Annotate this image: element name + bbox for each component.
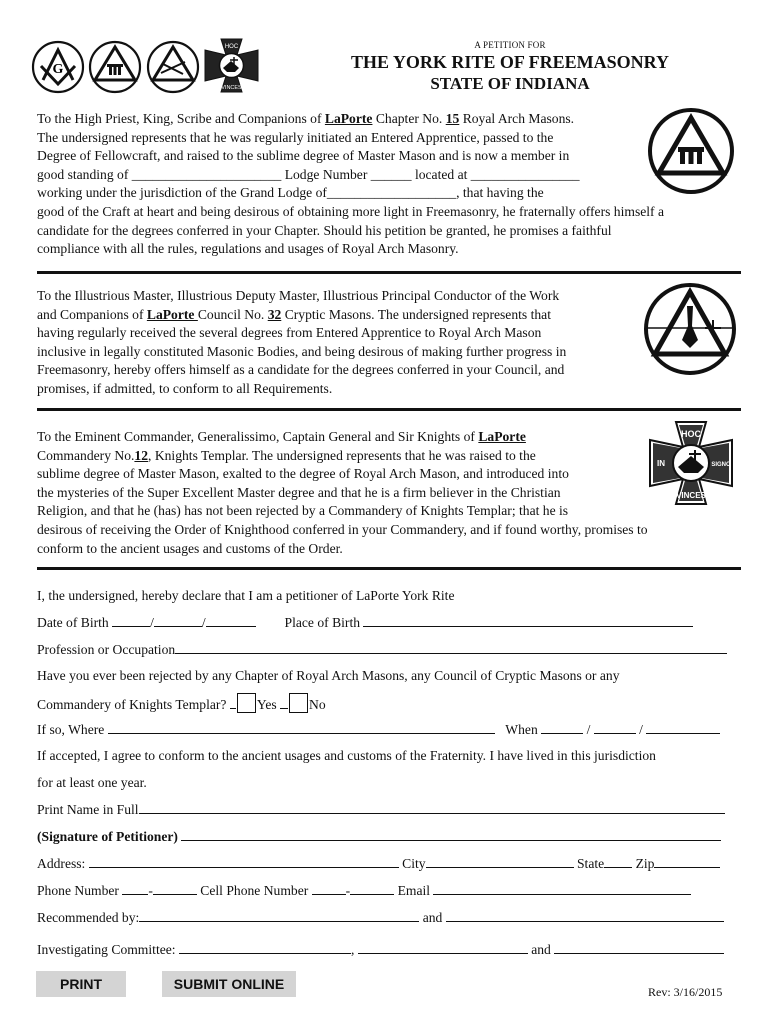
council-number: 32 [267, 306, 282, 322]
print-name-field[interactable] [139, 801, 725, 814]
submit-online-button[interactable]: SUBMIT ONLINE [162, 971, 296, 997]
cryptic-side-emblem [643, 282, 737, 376]
when-month-field[interactable] [541, 721, 583, 734]
commandery-name: LaPorte [478, 429, 526, 444]
city-field[interactable] [426, 855, 574, 868]
section-divider-3 [37, 567, 741, 570]
rejected-row [37, 693, 326, 713]
address-row [37, 855, 720, 872]
cross-vinces-text: VINCES [221, 85, 242, 91]
petition-for-label: A PETITION FOR [474, 40, 546, 50]
council-paragraph [37, 287, 637, 399]
pob-label: Place of Birth [284, 615, 361, 630]
accept-line-1: If accepted, I agree to conform to the ancient usages and customs of the Fraternity. I have lived in this jurisdiction [37, 748, 656, 763]
recommended-row [37, 909, 724, 926]
chapter-line-2: The undersigned represents that he was regularly initiated an Entered Apprentice, passed to the [37, 129, 554, 145]
council-line-3: having regularly received the several degrees from Entered Apprentice to Royal Arch Mason [37, 325, 542, 341]
investigating-field-1[interactable] [179, 941, 351, 954]
chapter-lodge-name: LaPorte [324, 111, 373, 126]
no-checkbox[interactable] [289, 693, 308, 713]
recommended-and-label: and [422, 910, 443, 925]
commandery-line-3: sublime degree of Master Mason, exalted to the degree of Royal Arch Mason, and introduced into [37, 466, 569, 482]
council-name: LaPorte [146, 306, 198, 322]
section-divider-2 [37, 408, 741, 411]
page-title: THE YORK RITE OF FREEMASONRY [350, 52, 670, 72]
dob-row: Date of Birth / / Place of Birth [37, 614, 693, 631]
cryptic-triangle-emblem [146, 40, 200, 94]
phone-area-field[interactable] [122, 882, 148, 895]
declaration-text: I, the undersigned, hereby declare that I am a petitioner of LaPorte York Rite [37, 588, 455, 603]
rejected-question-2: Commandery of Knights Templar? [37, 697, 227, 712]
dob-day-field[interactable] [154, 614, 202, 627]
investigating-field-3[interactable] [554, 941, 724, 954]
signature-row [37, 828, 721, 845]
council-line-1: To the Illustrious Master, Illustrious Deputy Master, Illustrious Principal Conductor of the Work [37, 288, 560, 303]
yes-label: Yes [256, 697, 277, 712]
email-label: Email [397, 883, 431, 898]
chapter-line-7: candidate for the degrees conferred in your Chapter. Should his petition be granted, he promises a faithful [37, 222, 612, 238]
pob-field[interactable] [363, 614, 693, 627]
accept-line-2: for at least one year. [37, 775, 147, 790]
council-line-2: and Companions of LaPorte Council No. 32 Cryptic Masons. The undersigned represents that [37, 306, 551, 322]
when-label: When [505, 722, 538, 737]
council-line-6: promises, if admitted, to conform to all Requirements. [37, 380, 333, 396]
investigating-label: Investigating Committee: [37, 942, 176, 957]
profession-field[interactable] [175, 641, 727, 654]
chapter-line-1: To the High Priest, King, Scribe and Companions of LaPorte Chapter No. 15 Royal Arch Masons. [37, 111, 575, 126]
print-name-label: Print Name in Full [37, 802, 139, 817]
g-letter: G [52, 62, 64, 77]
side-cross-hoc: HOC [681, 429, 701, 439]
dob-label: Date of Birth [37, 615, 109, 630]
commandery-line-7: conform to the ancient usages and customs of the Order. [37, 540, 343, 556]
when-year-field[interactable] [646, 721, 720, 734]
commandery-line-6: desirous of receiving the Order of Knighthood conferred in your Commandery, and if found worthy, promises to [37, 521, 648, 537]
zip-field[interactable] [654, 855, 720, 868]
recommended-field-2[interactable] [446, 909, 724, 922]
side-cross-in: IN [657, 459, 665, 468]
revision-date: Rev: 3/16/2015 [648, 985, 723, 999]
no-label: No [309, 697, 326, 712]
cell-number-field[interactable] [350, 882, 394, 895]
section-divider-1 [37, 271, 741, 274]
chapter-paragraph [37, 110, 665, 259]
cross-hoc-text: HOC [224, 44, 239, 50]
investigating-and-label: and [531, 942, 551, 957]
commandery-line-4: the mysteries of the Super Excellent Master degree and that he is a firm believer in the Christian [37, 484, 561, 500]
chapter-line-6: good of the Craft at heart and being desirous of obtaining more light in Freemasonry, he fraternally offers himself a [37, 203, 665, 219]
yes-checkbox[interactable] [237, 693, 256, 713]
commandery-line-2: Commandery No.12, Knights Templar. The undersigned represents that he was raised to the [37, 447, 536, 463]
chapter-line-3: Degree of Fellowcraft, and raised to the sublime degree of Master Mason and is now a member in [37, 148, 570, 164]
city-label: City [402, 856, 426, 871]
phone-label: Phone Number [37, 883, 119, 898]
zip-label: Zip [635, 856, 655, 871]
commandery-line-5: Religion, and that he (has) has not been rejected by a Commandery of Knights Templar; that he is [37, 503, 569, 519]
when-day-field[interactable] [594, 721, 636, 734]
cell-label: Cell Phone Number [200, 883, 309, 898]
investigating-field-2[interactable] [358, 941, 528, 954]
recommended-field-1[interactable] [139, 909, 419, 922]
recommended-label: Recommended by: [37, 910, 140, 925]
chapter-line-8: compliance with all the rules, regulations and usages of Royal Arch Masonry. [37, 241, 459, 257]
where-label: If so, Where [37, 722, 105, 737]
phone-row: Phone Number - Cell Phone Number - Email [37, 882, 691, 899]
dob-year-field[interactable] [206, 614, 256, 627]
council-line-4: inclusive in legally constituted Masonic Bodies, and being desirous of making further progress in [37, 343, 567, 359]
where-field[interactable] [108, 721, 495, 734]
print-name-row [37, 801, 725, 818]
royal-arch-side-emblem [647, 107, 735, 195]
side-cross-vinces: VINCES [676, 491, 706, 500]
council-line-5: Freemasonry, hereby offers himself as a candidate for the degrees conferred in your Council, and [37, 362, 565, 378]
address-label: Address: [37, 856, 86, 871]
cell-area-field[interactable] [312, 882, 346, 895]
chapter-line-4: good standing of ______________________ Lodge Number ______ located at ________________ [37, 166, 580, 182]
email-field[interactable] [433, 882, 691, 895]
state-label: State [576, 856, 605, 871]
page-subtitle: STATE OF INDIANA [430, 74, 590, 93]
print-button[interactable]: PRINT [36, 971, 126, 997]
dob-month-field[interactable] [112, 614, 150, 627]
templar-cross-side-emblem [648, 420, 734, 506]
profession-row [37, 641, 727, 658]
square-compass-g-emblem [31, 40, 85, 94]
commandery-line-1: To the Eminent Commander, Generalissimo, Captain General and Sir Knights of LaPorte [37, 429, 526, 444]
address-field[interactable] [89, 855, 399, 868]
chapter-line-5: working under the jurisdiction of the Grand Lodge of___________________, that having the [37, 185, 544, 201]
investigating-row: Investigating Committee: , and [37, 941, 724, 958]
side-cross-signo: SIGNO [711, 462, 731, 468]
signature-field[interactable] [181, 828, 721, 841]
royal-arch-triangle-emblem [88, 40, 142, 94]
signature-label: (Signature of Petitioner) [37, 829, 178, 844]
chapter-number: 15 [445, 111, 460, 126]
commandery-paragraph [37, 428, 737, 558]
knights-templar-cross-emblem [203, 37, 260, 94]
phone-number-field[interactable] [153, 882, 197, 895]
profession-label: Profession or Occupation [37, 642, 176, 657]
rejected-question-1: Have you ever been rejected by any Chapter of Royal Arch Masons, any Council of Cryptic Masons or any [37, 668, 620, 683]
state-field[interactable] [604, 855, 632, 868]
commandery-number: 12 [134, 447, 149, 463]
where-row: If so, Where When / / [37, 721, 720, 738]
